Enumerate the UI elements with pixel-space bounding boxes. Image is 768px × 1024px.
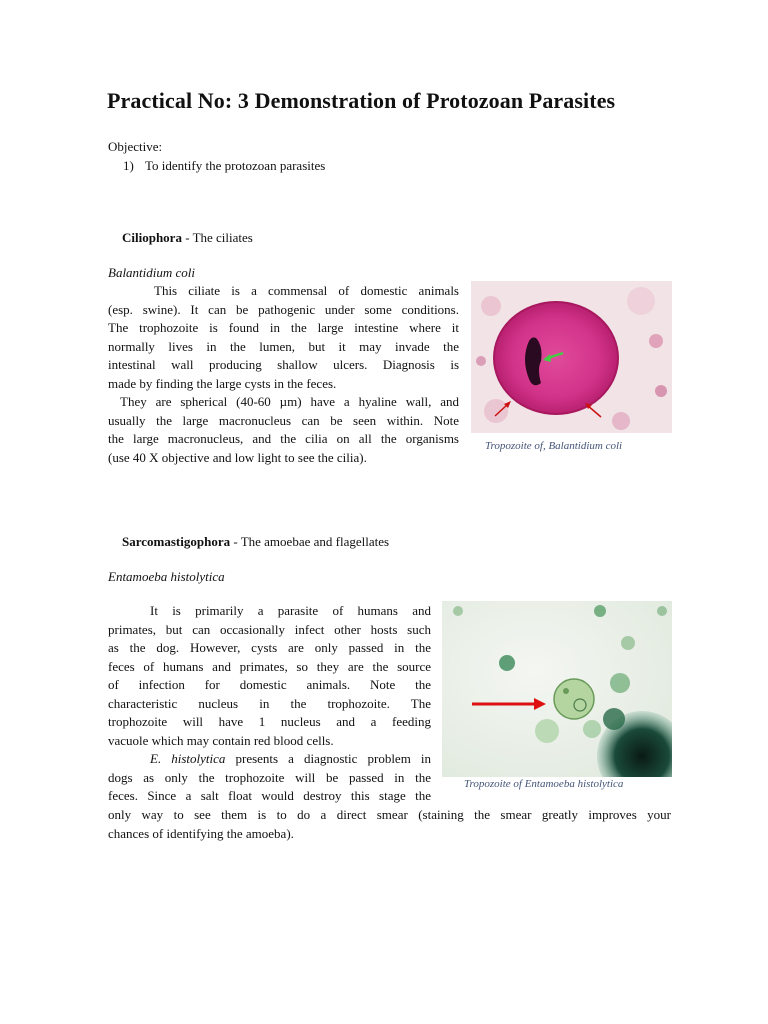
objective-item-text: To identify the protozoan parasites — [145, 158, 326, 173]
text-line: trophozoite will have 1 nucleus and a feeding — [108, 714, 431, 729]
page-title: Practical No: 3 Demonstration of Protozoan Parasites — [107, 88, 616, 113]
entamoeba-paragraph-2 — [108, 750, 431, 806]
text-line: usually the large macronucleus can be seen within. Note — [108, 412, 459, 428]
entamoeba-caption: Tropozoite of Entamoeba histolytica — [464, 778, 624, 790]
text-line: (use 40 X objective and low light to see the cilia). — [108, 449, 367, 465]
balantidium-caption: Tropozoite of, Balantidium coli — [485, 440, 623, 452]
text-line: They are spherical (40-60 µm) have a hyaline wall, and — [120, 394, 459, 409]
text-line: made by finding the large cysts in the feces. — [108, 375, 337, 391]
balantidium-paragraph-2 — [108, 393, 459, 467]
text-line: This ciliate is a commensal of domestic animals — [154, 283, 459, 298]
text-line: vacuole which may contain red blood cells. — [108, 732, 334, 748]
text-line: feces. Since a salt float would destroy this stage the — [108, 788, 431, 803]
text-line: intestinal wall producing shallow ulcers. Diagnosis is — [108, 357, 459, 372]
text-line: as the dog. However, cysts are only passed in the — [108, 640, 431, 655]
section-heading-sarcomastigophora: Sarcomastigophora - The amoebae and flagellates — [122, 534, 390, 549]
text-line: It is primarily a parasite of humans and — [150, 603, 431, 618]
text-line: normally lives in the lumen, but it may invade the — [108, 338, 459, 354]
objective-label: Objective: — [108, 139, 163, 154]
text-line: The trophozoite is found in the large intestine where it — [108, 320, 459, 335]
text-line: characteristic nucleus in the trophozoite. The — [108, 695, 431, 711]
section-heading-ciliophora: Ciliophora - The ciliates — [122, 230, 253, 245]
entamoeba-micrograph — [442, 601, 672, 777]
text-line: (esp. swine). It can be pathogenic under some conditions. — [108, 301, 459, 317]
species-entamoeba: Entamoeba histolytica — [108, 569, 225, 584]
objective-item-number: 1) — [123, 158, 134, 173]
text-line: of infection for domestic animals. Note the — [108, 677, 431, 692]
text-line: E. histolytica presents a diagnostic problem in — [150, 751, 431, 766]
entamoeba-paragraph-2-continued — [108, 806, 671, 843]
text-line: only way to see them is to do a direct smear (staining the smear greatly improves your — [108, 807, 671, 822]
entamoeba-paragraph-1 — [108, 602, 431, 750]
text-line: feces of humans and primates, so they are the source — [108, 658, 431, 674]
balantidium-micrograph — [471, 281, 672, 433]
balantidium-paragraph-1 — [108, 282, 459, 393]
species-balantidium: Balantidium coli — [108, 265, 196, 280]
text-line: dogs as only the trophozoite will be passed in the — [108, 769, 431, 785]
text-line: chances of identifying the amoeba). — [108, 825, 294, 841]
text-line: primates, but can occasionally infect other hosts such — [108, 621, 431, 637]
text-line: the large macronucleus, and the cilia on all the organisms — [108, 431, 459, 446]
